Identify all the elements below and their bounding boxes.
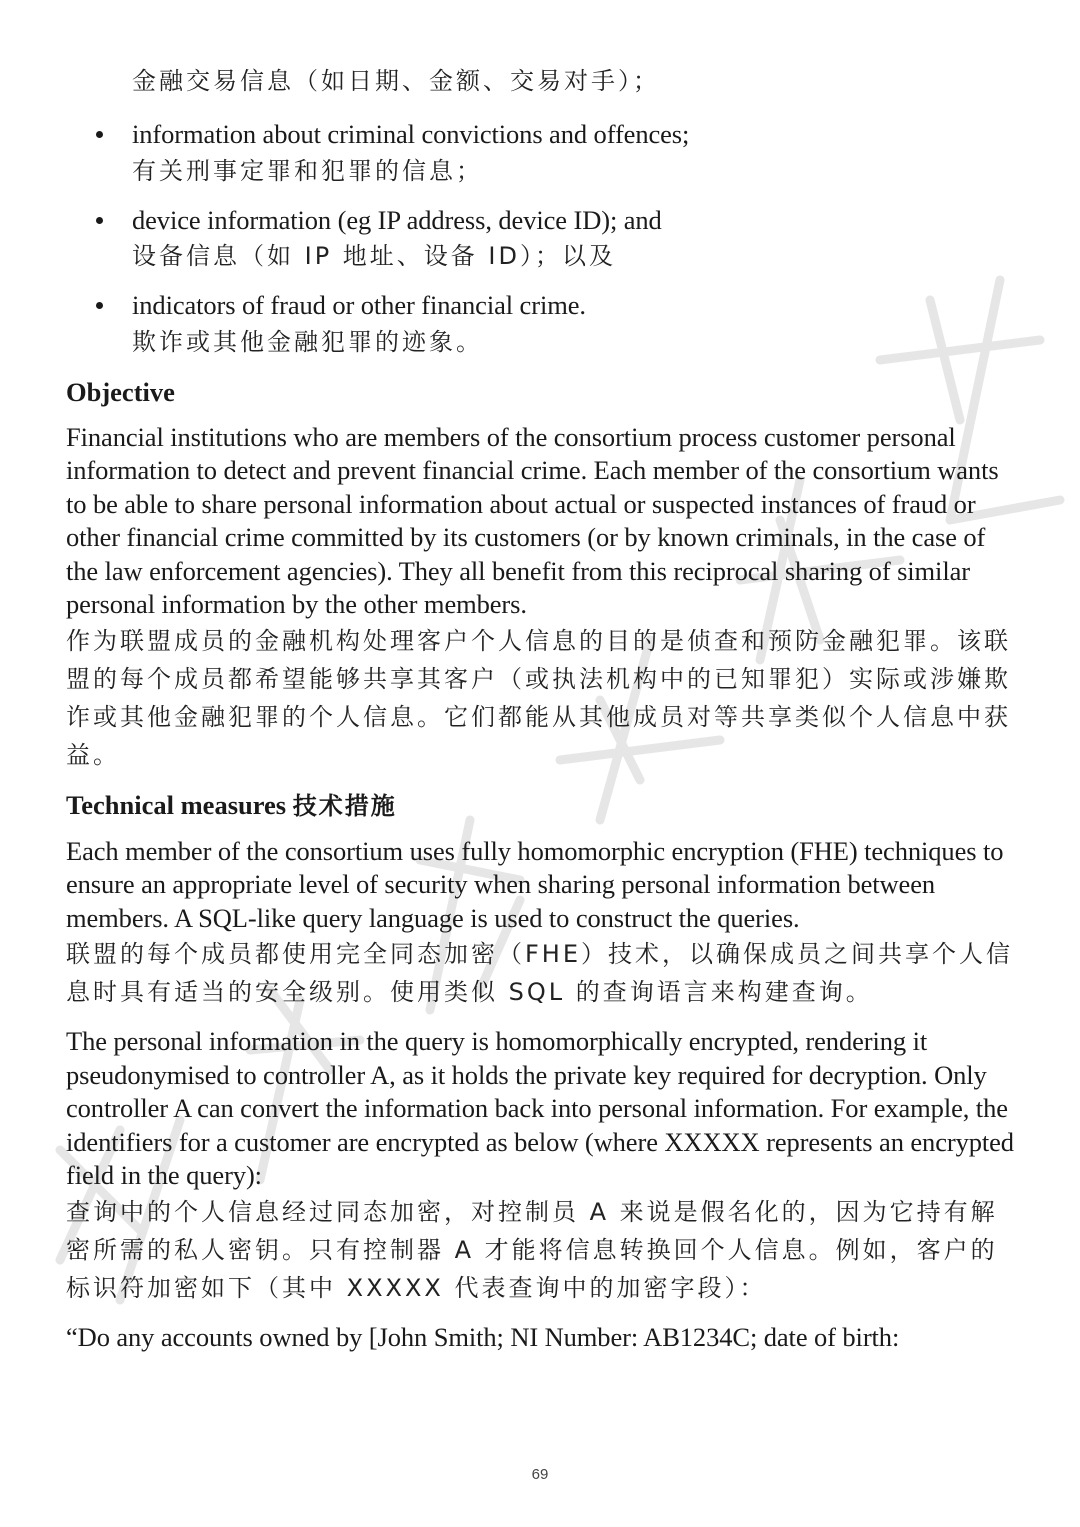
bullet-text-en: information about criminal convictions and offences;	[132, 119, 690, 149]
technical-p1-zh: 联盟的每个成员都使用完全同态加密（FHE）技术，以确保成员之间共享个人信息时具有适当的安全级别。使用类似 SQL 的查询语言来构建查询。	[66, 940, 1014, 1006]
technical-paragraph-1	[66, 835, 1016, 1012]
objective-section	[66, 421, 1016, 774]
bullet-dot-icon	[96, 131, 103, 138]
technical-p2-en: The personal information in the query is homomorphically encrypted, rendering it pseudonymised to controller A, as it holds the private key required for decryption. Only controller A can convert the information back into personal information. For example, the identifiers for a customer are encrypted as below (where XXXXX represents an encrypted field in the query):	[66, 1026, 1014, 1190]
intro-line-zh: 金融交易信息（如日期、金额、交易对手）；	[132, 67, 660, 95]
technical-p1-en: Each member of the consortium uses fully homomorphic encryption (FHE) techniques to ensure an appropriate level of security when sharing personal information between members. A SQL-like query language is used to construct the queries.	[66, 835, 1004, 933]
bullet-item	[66, 289, 1016, 361]
technical-p2-zh: 查询中的个人信息经过同态加密，对控制员 A 来说是假名化的，因为它持有解密所需的私人密钥。只有控制器 A 才能将信息转换回个人信息。例如，客户的标识符加密如下（其中 XXXXX 代表查询中的加密字段）：	[66, 1197, 998, 1302]
content-area	[66, 62, 1016, 1354]
query-quote: “Do any accounts owned by [John Smith; NI Number: AB1234C; date of birth:	[66, 1321, 900, 1352]
technical-measures-heading	[66, 788, 1016, 823]
technical-heading-zh: 技术措施	[292, 791, 397, 820]
bullet-dot-icon	[96, 302, 103, 309]
page-number: 69	[531, 1466, 549, 1483]
bullet-text-en: indicators of fraud or other financial crime.	[132, 290, 586, 320]
objective-heading: Objective	[66, 376, 175, 407]
bullet-text-zh: 设备信息（如 IP 地址、设备 ID）；以及	[132, 242, 616, 270]
bullet-text-en: device information (eg IP address, device ID); and	[132, 204, 662, 235]
bullet-item	[66, 118, 1016, 190]
objective-text-zh: 作为联盟成员的金融机构处理客户个人信息的目的是侦查和预防金融犯罪。该联盟的每个成员都希望能够共享其客户（或执法机构中的已知罪犯）实际或涉嫌欺诈或其他金融犯罪的个人信息。它们都能从其他成员对等共享类似个人信息中获益。	[66, 626, 1011, 769]
technical-heading-en: Technical measures	[66, 789, 287, 820]
bullet-dot-icon	[96, 217, 103, 224]
technical-paragraph-2	[66, 1025, 1016, 1307]
bullet-item	[66, 204, 1016, 276]
objective-text-en: Financial institutions who are members of the consortium process customer personal information to detect and prevent financial crime. Each member of the consortium wants to be able to share personal information about actual or suspected instances of fraud or other financial crime committed by its customers (or by known criminals, in the case of the law enforcement agencies). They all benefit from this reciprocal sharing of similar personal information by the other members.	[66, 421, 999, 619]
bullet-text-zh: 有关刑事定罪和犯罪的信息；	[132, 156, 483, 185]
bullet-text-zh: 欺诈或其他金融犯罪的迹象。	[132, 327, 483, 356]
